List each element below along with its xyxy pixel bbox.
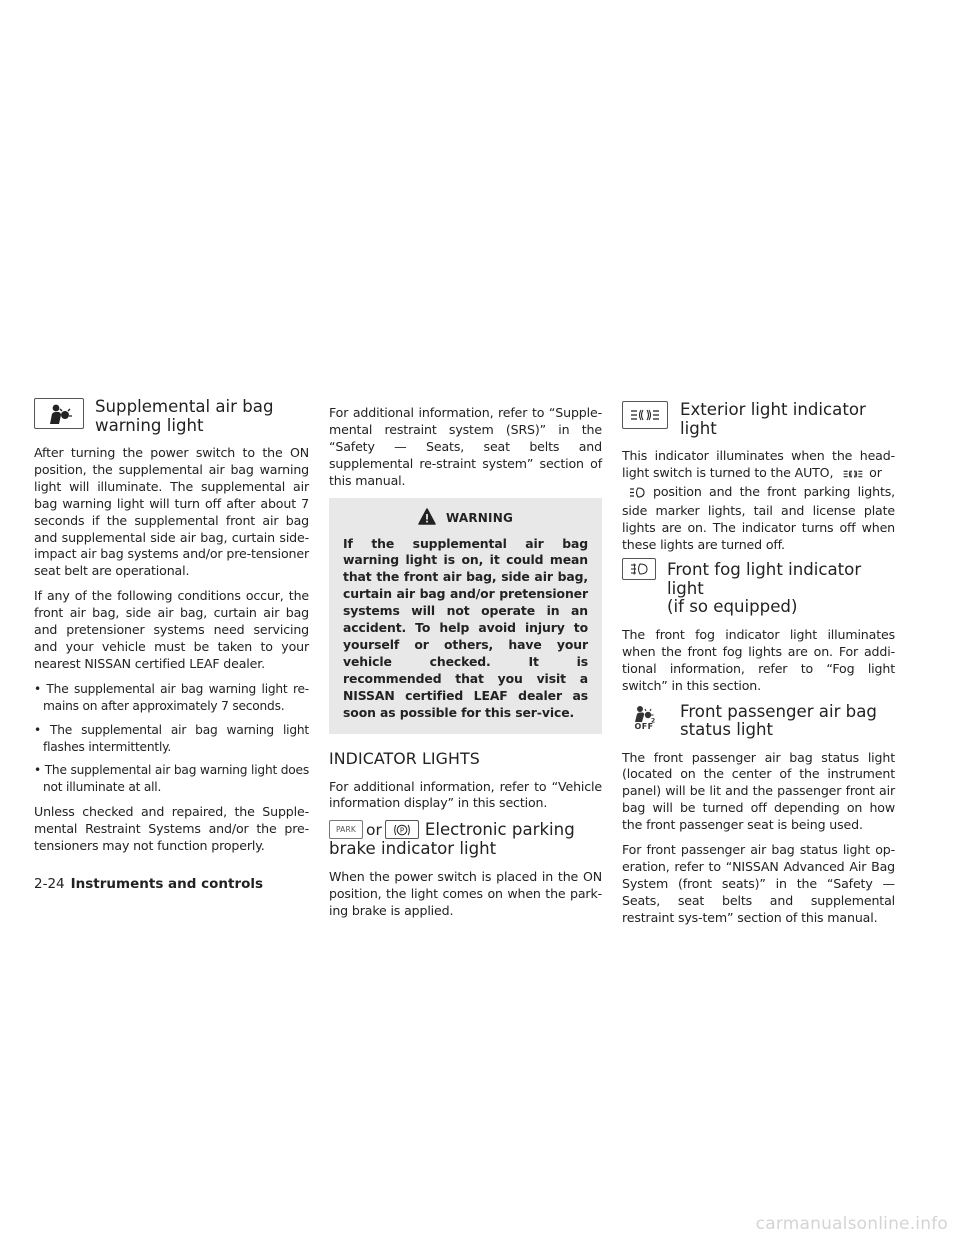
airbag-para-2: If any of the following conditions occur, the front air bag, side air bag, curtain air bag and pretensioner systems need servicing and your vehicle must be taken to your nearest NISSAN certified LEAF dealer. [34,588,309,671]
warning-box [329,498,602,734]
list-item: • The supplemental air bag warning light does not illuminate at all. [34,763,309,795]
auto-headlight-icon [843,467,863,484]
page-footer [34,876,263,892]
fog-light-title: Front fog light indicator light (if so equipped) [667,560,862,617]
passenger-airbag-heading [622,703,895,740]
watermark: carmanualsonline.info [755,1214,948,1234]
airbag-warning-icon [34,398,84,429]
parking-brake-icon [385,820,419,839]
indicator-reference-para: For additional information, refer to “Vehicle information display” in this section. [329,778,602,811]
warning-triangle-icon [418,508,436,528]
condition-list [34,681,309,796]
srs-reference-para: For additional information, refer to “Supple-mental restraint system (SRS)” in the “Safety — Seats, seat belts and supplemental re-straint system” section of this manual. [329,405,602,488]
fog-light-para: The front fog indicator light illuminates when the front fog lights are on. For addi-tional information, refer to “Fog light switch” in this section. [622,626,895,693]
column-2 [329,405,602,928]
parking-brake-para: When the power switch is placed in the ON position, the light comes on when the park-ing brake is applied. [329,869,602,919]
passenger-airbag-para-2: For front passenger air bag status light op-eration, refer to “NISSAN Advanced Air Bag System (front seats)” in the “Safety — Seats, seat belts and supplemental restraint sys-tem” section of this manual. [622,842,895,925]
list-item: • The supplemental air bag warning light flashes intermittently. [34,722,309,754]
chapter-title: Instruments and controls [70,876,264,892]
svg-text:2: 2 [651,717,656,723]
fog-light-icon [622,558,656,580]
parking-brake-heading [329,820,602,859]
column-1 [34,398,309,863]
warning-header [343,508,588,528]
passenger-airbag-para-1: The front passenger air bag status light (located on the center of the instrument panel) will be lit and the passenger front air bag will be turned off depending on how the front passenger seat is being used. [622,749,895,833]
warning-label: WARNING [445,510,514,525]
airbag-warning-title: Supplemental air bag warning light [95,397,274,435]
svg-text:P: P [399,826,404,835]
page-number: 2-24 [34,876,65,892]
passenger-airbag-off-icon: 2 OFF [622,703,666,733]
exterior-light-heading [622,401,895,438]
exterior-light-icon [622,401,668,429]
airbag-para-3: Unless checked and repaired, the Supple-mental Restraint Systems and/or the pre-tensioners may not function properly. [34,804,309,854]
airbag-para-1: After turning the power switch to the ON position, the supplemental air bag warning light will illuminate. The supplemental air bag warning light will turn off after about 7 seconds if the supplemental front air bag and supplemental side air bag, curtain side-impact air bag systems and/or pre-tensioner seat belt are operational. [34,445,309,579]
parking-brake-title-1: Electronic parking [424,820,575,840]
parking-brake-title-2: brake indicator light [329,839,497,859]
list-item: • The supplemental air bag warning light re-mains on after approximately 7 seconds. [34,681,309,713]
park-icon: PARK [329,820,363,839]
passenger-airbag-title: Front passenger air bag status light [680,701,877,740]
section-title: INDICATOR LIGHTS [329,748,480,768]
column-3 [622,401,895,935]
exterior-light-para: This indicator illuminates when the head-light switch is turned to the AUTO, or position and the front parking lights, side marker lights, tail and license plate lights are on. The indicator turns off when these lights are turned off. [622,448,895,552]
airbag-warning-heading [34,398,309,435]
or-text: or [366,820,382,839]
fog-light-heading [622,561,895,617]
headlight-icon [629,486,645,503]
exterior-light-title: Exterior light indicator light [680,400,866,438]
warning-text: If the supplemental air bag warning light is on, it could mean that the front air bag, side air bag, curtain air bag and/or pretensioner systems will not operate in an accident. To help avoid injury to yourself or others, have your vehicle checked. It is recommended that you visit a NISSAN certified LEAF dealer as soon as possible for this ser-vice. [343,535,588,720]
